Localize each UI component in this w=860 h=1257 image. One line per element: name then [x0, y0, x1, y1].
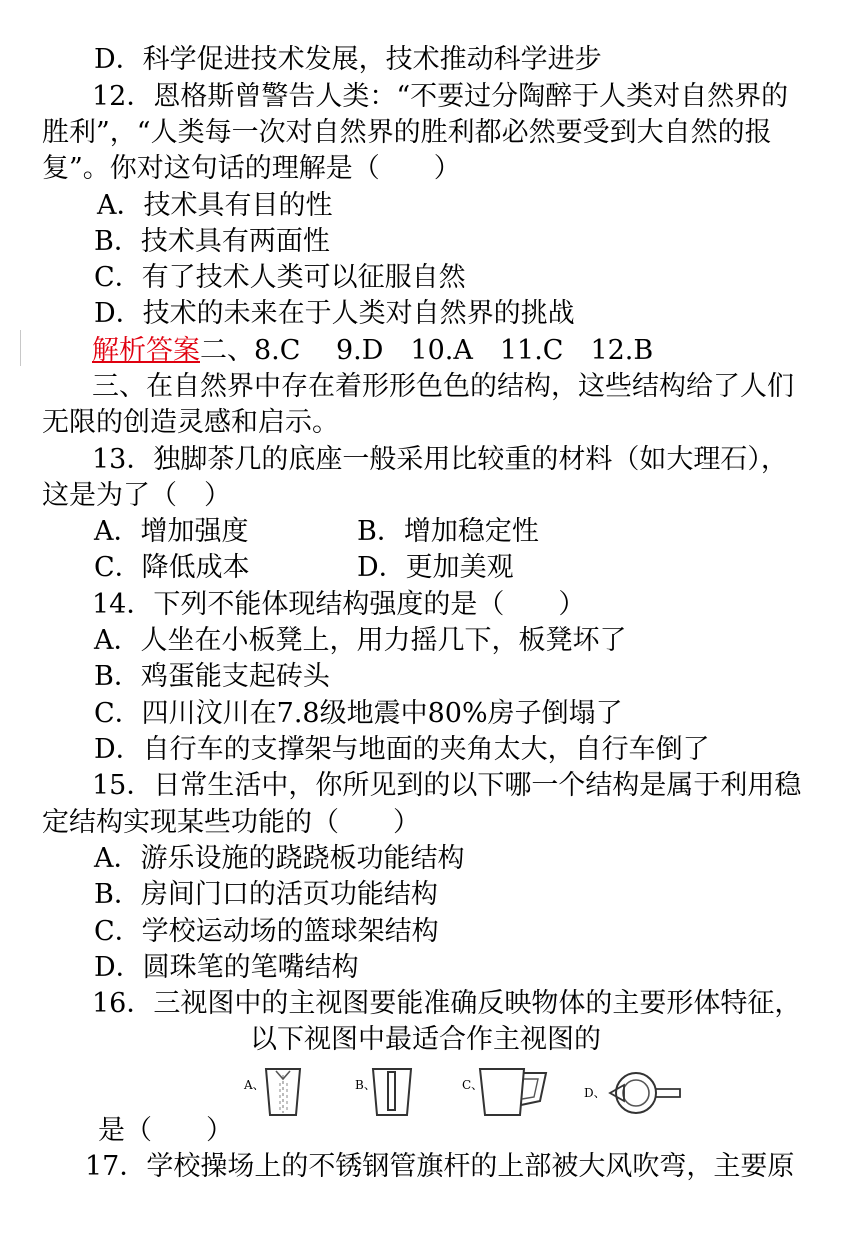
q13-option-b: B．增加稳定性	[357, 516, 539, 547]
figure-option-b	[355, 1069, 411, 1115]
q12-stem-line-3: 复”。你对这句话的理解是（ ）	[42, 153, 461, 184]
q16-stem-line-1: 16．三视图中的主视图要能准确反映物体的主要形体特征，	[92, 988, 802, 1019]
q14-stem: 14．下列不能体现结构强度的是（ ）	[92, 589, 586, 620]
q15-stem-line-2: 定结构实现某些功能的（ ）	[42, 807, 420, 838]
q14-option-c: C．四川汶川在7.8级地震中80%房子倒塌了	[94, 698, 623, 729]
section3-intro-line-2: 无限的创造灵感和启示。	[42, 407, 339, 438]
q16-view-options-figure	[240, 1063, 690, 1121]
q15-option-c: C．学校运动场的篮球架结构	[94, 916, 439, 947]
q13-option-d: D．更加美观	[357, 552, 514, 583]
q14-option-a: A．人坐在小板凳上，用力摇几下，板凳坏了	[94, 625, 627, 656]
q14-option-b: B．鸡蛋能支起砖头	[94, 661, 330, 692]
answer-link[interactable]: 解析答案	[92, 335, 200, 366]
figure-option-d	[584, 1073, 680, 1113]
section3-intro-line-1: 三、在自然界中存在着形形色色的结构，这些结构给了人们	[92, 371, 794, 402]
q16-stem-line-2: 以下视图中最适合作主视图的	[250, 1024, 601, 1055]
q13-stem-line-2: 这是为了（ ）	[42, 480, 231, 511]
answer-line	[92, 333, 653, 369]
figure-label-b: B、	[355, 1078, 376, 1092]
q14-option-d: D．自行车的支撑架与地面的夹角太大，自行车倒了	[94, 734, 710, 765]
q12-option-c: C．有了技术人类可以征服自然	[94, 262, 466, 293]
q12-option-b: B．技术具有两面性	[94, 226, 330, 257]
q15-option-b: B．房间门口的活页功能结构	[94, 879, 438, 910]
figure-label-d: D、	[584, 1086, 606, 1100]
q15-stem-line-1: 15．日常生活中，你所见到的以下哪一个结构是属于利用稳	[92, 770, 802, 801]
q12-option-a: A．技术具有目的性	[97, 190, 333, 221]
q12-option-d: D．技术的未来在于人类对自然界的挑战	[94, 298, 575, 329]
figure-label-c: C、	[462, 1078, 484, 1092]
q17-stem-line-1: 17．学校操场上的不锈钢管旗杆的上部被大风吹弯，主要原	[85, 1151, 795, 1182]
q13-stem-line-1: 13．独脚茶几的底座一般采用比较重的材料（如大理石），	[92, 444, 788, 475]
q13-option-a: A．增加强度	[94, 516, 249, 547]
q12-stem-line-2: 胜利”，“人类每一次对自然界的胜利都必然要受到大自然的报	[42, 117, 772, 148]
margin-mark	[20, 330, 21, 366]
q11-option-d: D．科学促进技术发展，技术推动科学进步	[94, 44, 602, 75]
figure-label-a: A、	[244, 1078, 265, 1092]
q12-stem-line-1: 12．恩格斯曾警告人类：“不要过分陶醉于人类对自然界的	[92, 81, 789, 112]
q15-option-d: D．圆珠笔的笔嘴结构	[94, 952, 359, 983]
figure-option-a	[243, 1069, 300, 1115]
answer-text: 二、8.C 9.D 10.A 11.C 12.B	[200, 335, 654, 366]
q16-stem-line-3: 是（ ）	[98, 1115, 233, 1146]
q13-option-c: C．降低成本	[94, 552, 250, 583]
figure-option-c	[462, 1069, 546, 1115]
q15-option-a: A．游乐设施的跷跷板功能结构	[94, 843, 465, 874]
